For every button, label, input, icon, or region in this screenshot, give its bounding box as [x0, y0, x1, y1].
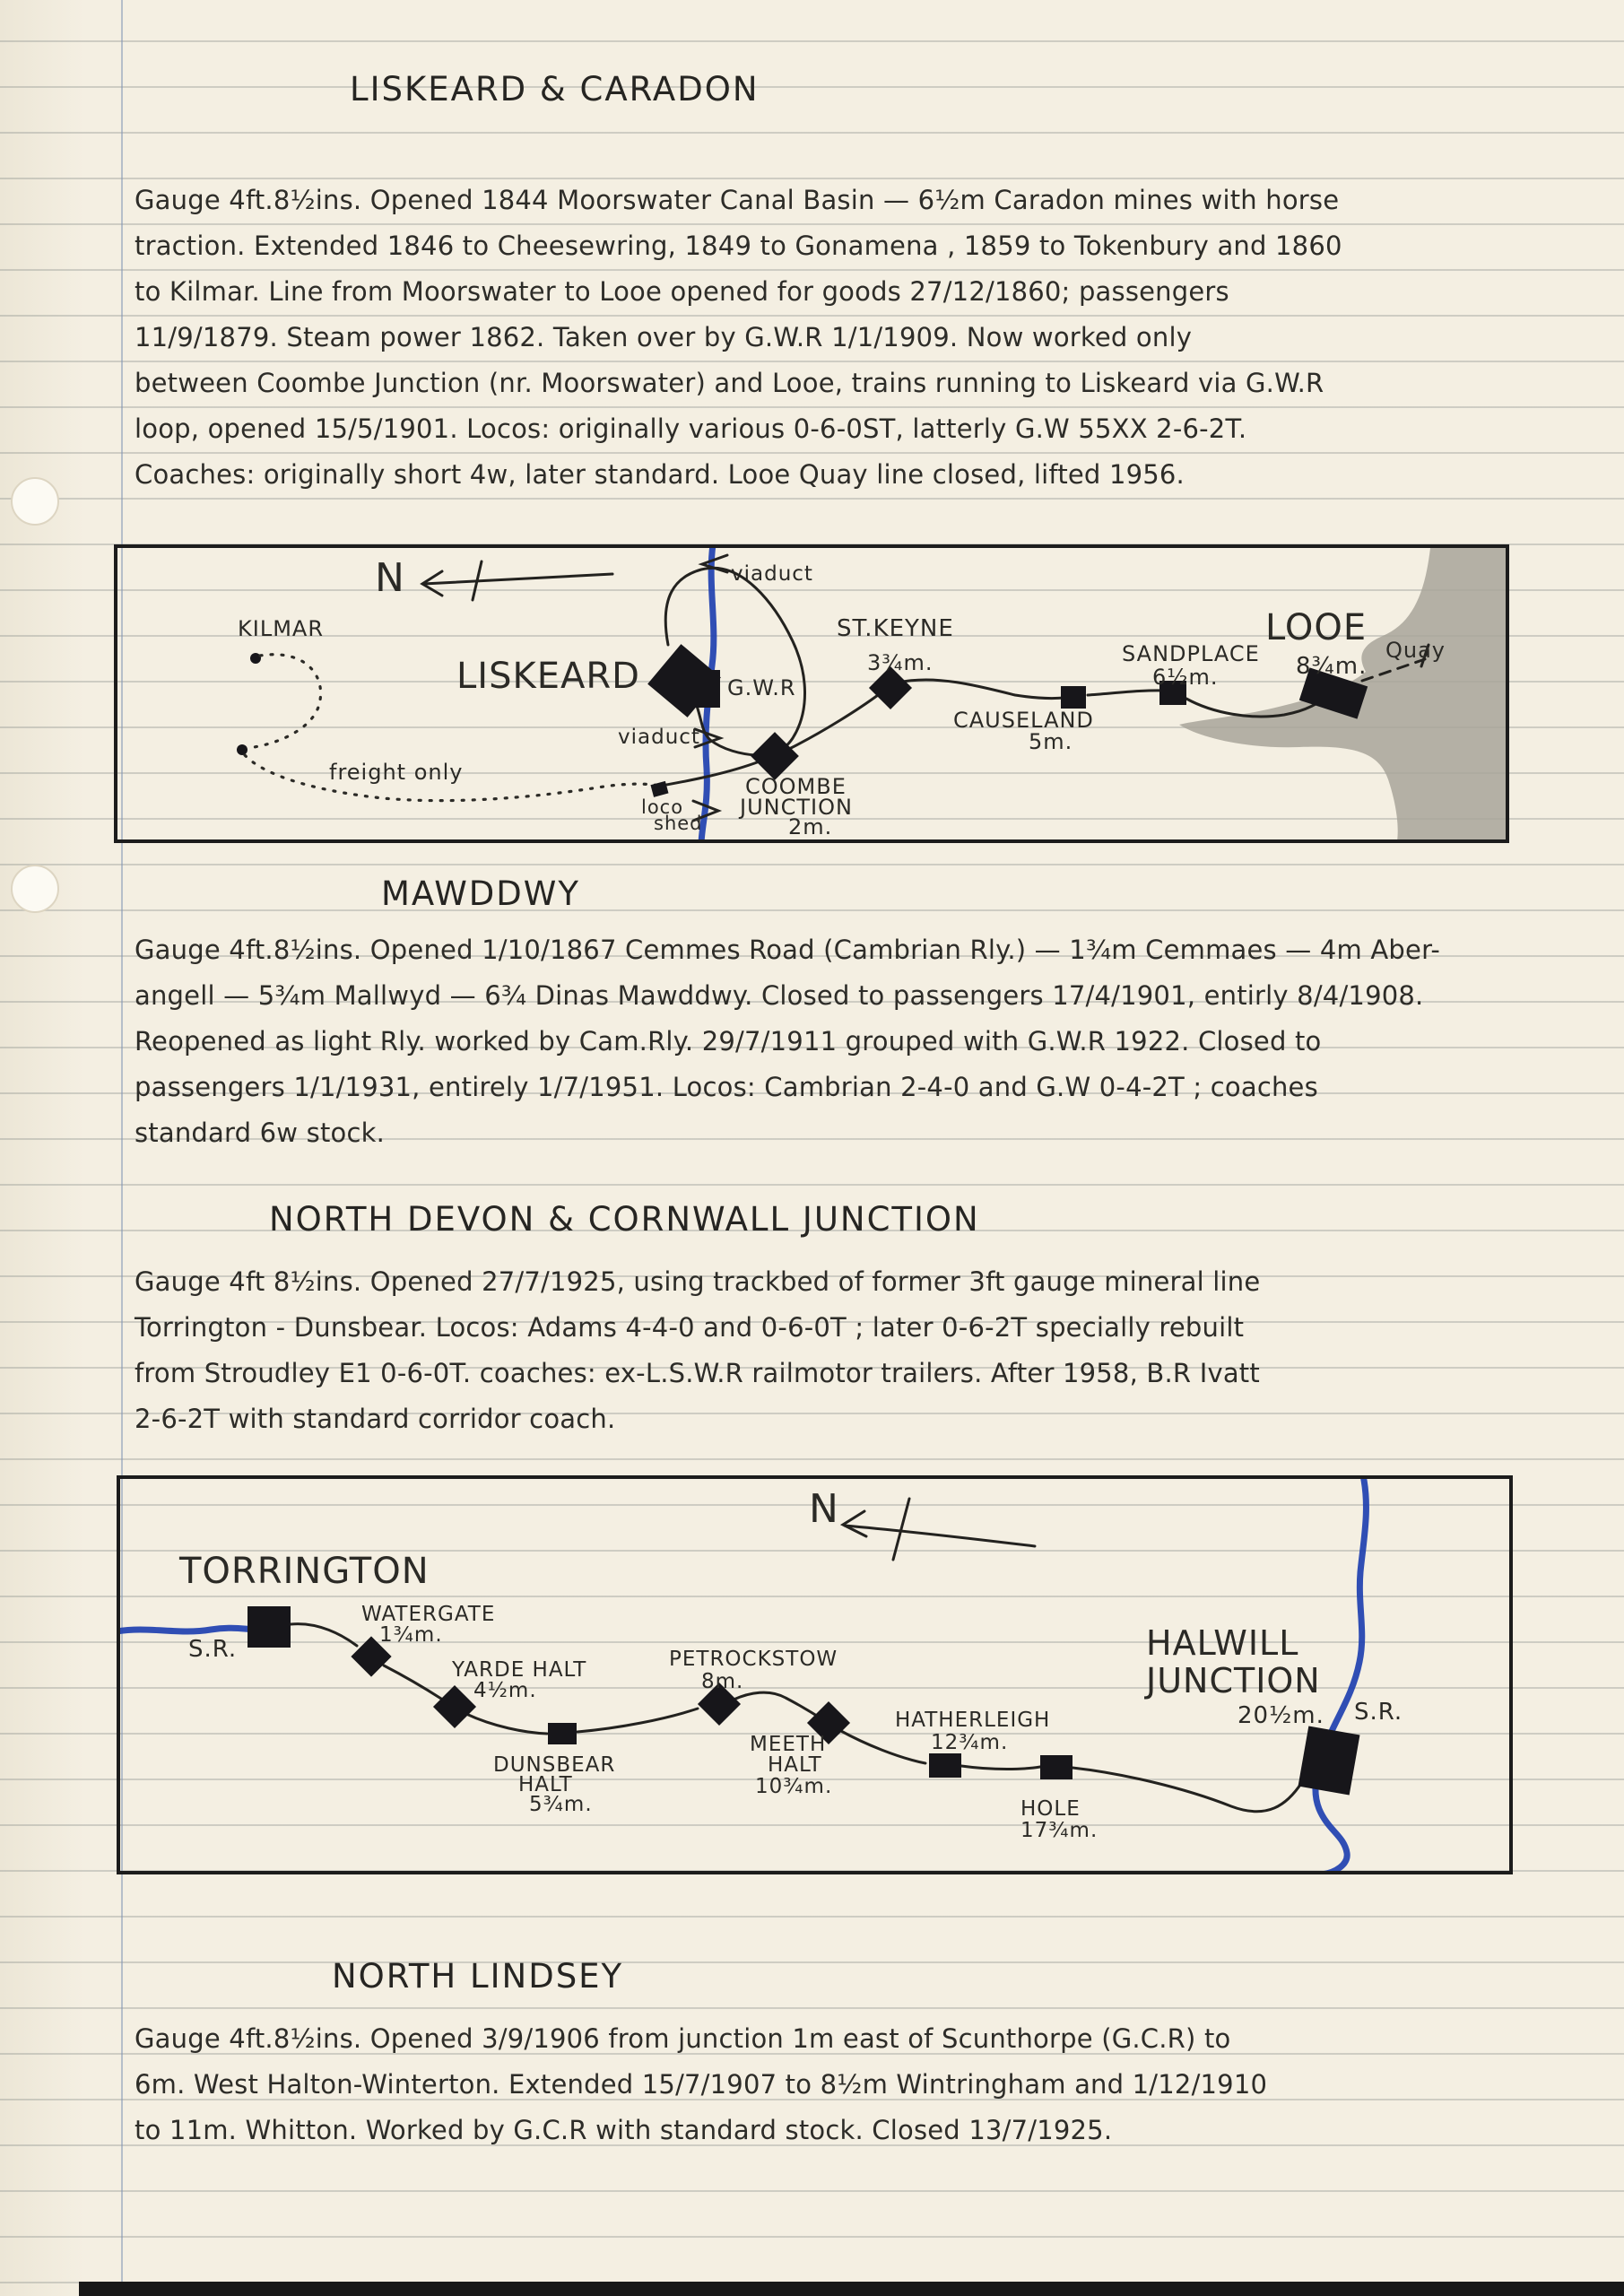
north-label: N: [375, 555, 405, 601]
station-marker-hatherleigh: [929, 1753, 961, 1778]
station-distance: 10¾m.: [755, 1775, 833, 1798]
rail-line: [578, 1709, 698, 1732]
station-distance: 4½m.: [473, 1679, 537, 1702]
paragraph-line: 2-6-2T with standard corridor coach.: [135, 1404, 616, 1434]
station-label: HALT: [768, 1753, 822, 1777]
paragraph-line: standard 6w stock.: [135, 1118, 386, 1148]
river-carey: [1316, 1475, 1367, 1874]
loco-shed-label: loco: [641, 796, 684, 818]
station-label: LOOE: [1265, 607, 1368, 648]
north-label: N: [809, 1486, 839, 1532]
paragraph-line: to Kilmar. Line from Moorswater to Looe opened for goods 27/12/1860; passengers: [135, 276, 1229, 307]
station-marker-causeland: [1061, 686, 1086, 709]
station-distance: 5¾m.: [529, 1793, 593, 1816]
station-label: WATERGATE: [361, 1603, 496, 1626]
punch-hole: [11, 477, 59, 526]
mine-dot: [237, 744, 248, 755]
section-text-ndcj: [135, 1259, 1596, 1442]
viaduct-label-top: viaduct: [731, 562, 813, 586]
station-marker-torrington: [248, 1606, 291, 1648]
station-label: PETROCKSTOW: [669, 1648, 838, 1671]
station-label: HALT: [518, 1773, 573, 1796]
paragraph-line: from Stroudley E1 0-6-0T. coaches: ex-L.S.W.R railmotor trailers. After 1958, B.R Ivatt: [135, 1358, 1260, 1388]
station-marker-yarde: [433, 1685, 476, 1728]
viaduct-label-mid: viaduct: [618, 726, 700, 749]
station-distance: 20½m.: [1238, 1702, 1324, 1729]
rail-line: [291, 1624, 357, 1646]
rail-line: [1073, 1768, 1302, 1812]
paragraph-line: Gauge 4ft.8½ins. Opened 1/10/1867 Cemmes Road (Cambrian Rly.) — 1¾m Cemmaes — 4m Aber-: [135, 935, 1441, 965]
station-distance: 17¾m.: [1020, 1819, 1099, 1842]
river-torridge: [117, 1628, 258, 1631]
section-title-mawddwy: MAWDDWY: [381, 874, 580, 913]
freight-only-label: freight only: [329, 760, 464, 785]
paragraph-line: between Coombe Junction (nr. Moorswater) and Looe, trains running to Liskeard via G.W.R: [135, 368, 1324, 398]
station-marker-liskeard-gwr: [693, 670, 720, 708]
paragraph-line: 6m. West Halton-Winterton. Extended 15/7/1907 to 8½m Wintringham and 1/12/1910: [135, 2069, 1268, 2100]
rail-line: [466, 1714, 547, 1734]
map-ndcj: [117, 1475, 1513, 1878]
rail-line: [961, 1766, 1040, 1770]
station-distance: 3¾m.: [867, 650, 934, 675]
station-label: YARDE HALT: [452, 1658, 587, 1682]
station-label: CAUSELAND: [953, 708, 1094, 733]
punch-hole: [11, 865, 59, 913]
rail-line: [839, 1730, 925, 1763]
gwr-label: G.W.R: [727, 675, 796, 700]
station-label: HOLE: [1020, 1797, 1081, 1821]
section-text-north-lindsey: [135, 2016, 1596, 2153]
station-distance: 6½m.: [1152, 665, 1219, 690]
station-label: HATHERLEIGH: [895, 1709, 1051, 1732]
north-arrow: [423, 574, 612, 584]
station-distance: 12¾m.: [931, 1731, 1009, 1754]
station-distance: 5m.: [1029, 729, 1073, 754]
paragraph-line: to 11m. Whitton. Worked by G.C.R with standard stock. Closed 13/7/1925.: [135, 2115, 1113, 2145]
station-label: COOMBE: [745, 774, 847, 799]
rail-line: [734, 1692, 820, 1718]
paragraph-line: loop, opened 15/5/1901. Locos: originally various 0-6-0ST, latterly G.W 55XX 2-6-2T.: [135, 413, 1247, 444]
rail-line: [384, 1665, 441, 1699]
sr-label-left: S.R.: [188, 1636, 238, 1663]
section-text-liskeard-caradon: [135, 178, 1596, 498]
freight-line: [248, 655, 321, 748]
paragraph-line: Gauge 4ft.8½ins. Opened 3/9/1906 from junction 1m east of Scunthorpe (G.C.R) to: [135, 2023, 1231, 2054]
station-marker-dunsbear: [548, 1723, 577, 1744]
north-arrow: [845, 1526, 1035, 1546]
quay-label: Quay: [1385, 638, 1446, 663]
paragraph-line: Torrington - Dunsbear. Locos: Adams 4-4-0 and 0-6-0T ; later 0-6-2T specially rebuilt: [135, 1312, 1245, 1343]
station-distance: 1¾m.: [379, 1623, 443, 1647]
loco-shed-marker: [650, 781, 668, 797]
liskeard-label: LISKEARD: [456, 656, 640, 697]
looe-line: [903, 680, 1064, 699]
paragraph-line: Gauge 4ft.8½ins. Opened 1844 Moorswater Canal Basin — 6½m Caradon mines with horse: [135, 185, 1340, 215]
station-label: JUNCTION: [740, 795, 853, 820]
looe-line: [1088, 691, 1165, 695]
scan-edge: [79, 2282, 1624, 2296]
station-label: DUNSBEAR: [493, 1753, 616, 1777]
section-title-liskeard-caradon: LISKEARD & CARADON: [350, 70, 760, 109]
map-liskeard-caradon: [114, 544, 1509, 847]
paragraph-line: Coaches: originally short 4w, later standard. Looe Quay line closed, lifted 1956.: [135, 459, 1185, 490]
station-label: ST.KEYNE: [837, 615, 954, 642]
terminus-label: TORRINGTON: [179, 1551, 430, 1592]
station-marker-halwill: [1298, 1726, 1360, 1795]
station-distance: 2m.: [788, 814, 833, 839]
station-label: MEETH: [750, 1733, 827, 1756]
station-marker-hole: [1040, 1755, 1073, 1779]
looe-line: [789, 695, 878, 749]
paragraph-line: angell — 5¾m Mallwyd — 6¾ Dinas Mawddwy. Closed to passengers 17/4/1901, entirly 8/4/1908.: [135, 980, 1424, 1011]
station-distance: 8m.: [701, 1670, 744, 1693]
paragraph-line: traction. Extended 1846 to Cheesewring, 1849 to Gonamena , 1859 to Tokenbury and 1860: [135, 230, 1342, 261]
loco-shed-label: shed: [654, 813, 703, 834]
paragraph-line: passengers 1/1/1931, entirely 1/7/1951. Locos: Cambrian 2-4-0 and G.W 0-4-2T ; coaches: [135, 1072, 1318, 1102]
station-distance: 8¾m.: [1296, 653, 1368, 680]
kilmar-label: KILMAR: [238, 616, 324, 641]
station-label: HALWILL: [1146, 1623, 1299, 1663]
station-label: JUNCTION: [1146, 1661, 1321, 1700]
section-title-north-lindsey: NORTH LINDSEY: [332, 1957, 624, 1996]
margin-line: [121, 0, 123, 2296]
paragraph-line: Reopened as light Rly. worked by Cam.Rly. 29/7/1911 grouped with G.W.R 1922. Closed to: [135, 1026, 1322, 1057]
section-text-mawddwy: [135, 927, 1596, 1156]
paragraph-line: Gauge 4ft 8½ins. Opened 27/7/1925, using trackbed of former 3ft gauge mineral line: [135, 1266, 1261, 1297]
paragraph-line: 11/9/1879. Steam power 1862. Taken over by G.W.R 1/1/1909. Now worked only: [135, 322, 1193, 352]
section-title-ndcj: NORTH DEVON & CORNWALL JUNCTION: [269, 1200, 980, 1239]
north-arrow-head: [843, 1511, 866, 1536]
station-label: SANDPLACE: [1122, 641, 1260, 666]
sr-label-right: S.R.: [1354, 1699, 1403, 1726]
